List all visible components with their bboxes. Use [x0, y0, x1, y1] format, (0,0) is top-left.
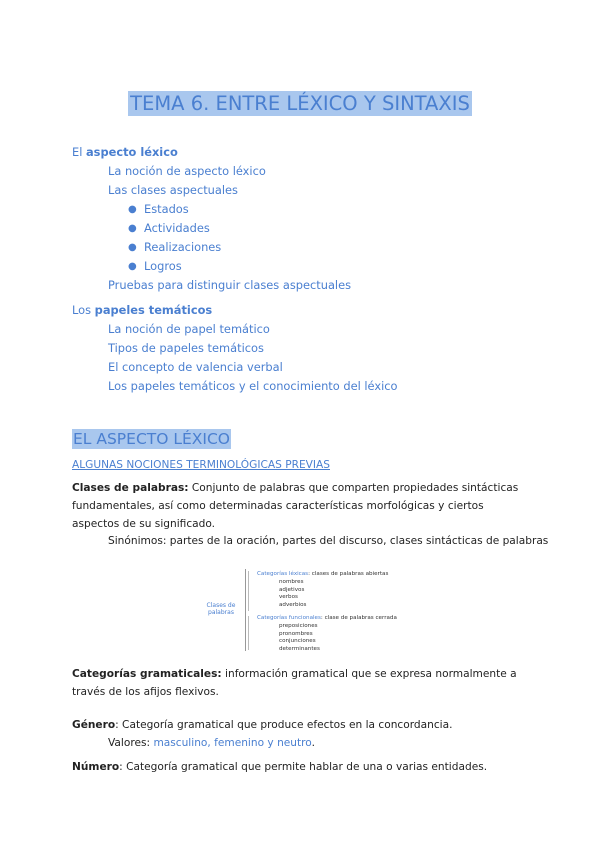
diagram-item: pronombres: [279, 630, 313, 637]
diagram-item: determinantes: [279, 645, 320, 652]
toc-bullet-item[interactable]: ● Realizaciones: [72, 238, 542, 257]
clases-diagram: [195, 566, 415, 656]
diagram-item: verbos: [279, 594, 298, 600]
clases-paragraph: Clases de palabras: Conjunto de palabras que comparten propiedades sintácticas fundamentales, así como determinadas características morfológicas y ciertos aspectos de su significado.: [72, 482, 519, 530]
diagram-item: preposiciones: [279, 623, 318, 629]
toc-item[interactable]: Pruebas para distinguir clases aspectuales: [108, 278, 352, 292]
bullet-icon: ●: [128, 204, 137, 215]
bullet-icon: ●: [128, 223, 137, 234]
toc-item[interactable]: Los papeles temáticos y el conocimiento del léxico: [108, 379, 398, 393]
brace: [248, 571, 255, 611]
bullet-icon: ●: [128, 242, 137, 253]
genero-valores: Valores: masculino, femenino y neutro.: [108, 737, 315, 749]
diagram-item: conjunciones: [279, 638, 316, 644]
diagram-item: adjetivos: [279, 586, 305, 593]
sinonimos-line: Sinónimos: partes de la oración, partes del discurso, clases sintácticas de palabras: [108, 535, 549, 547]
diagram-root: Clases de palabras: [206, 602, 236, 616]
table-of-contents: [72, 143, 542, 396]
diagram-item: nombres: [279, 579, 304, 585]
brace: [248, 616, 255, 650]
toc-item[interactable]: Tipos de papeles temáticos: [108, 341, 264, 355]
toc-section-aspecto[interactable]: El aspecto léxico: [72, 145, 178, 159]
toc-bullet-item[interactable]: ● Logros: [72, 257, 542, 276]
bullet-icon: ●: [128, 261, 137, 272]
genero-paragraph: Género: Categoría gramatical que produce efectos en la concordancia.: [72, 719, 453, 731]
categorias-paragraph: Categorías gramaticales: información gramatical que se expresa normalmente a través de los afijos flexivos.: [72, 668, 517, 698]
toc-item[interactable]: Las clases aspectuales: [108, 183, 238, 197]
diagram-group-funcionales: Categorías funcionales: clase de palabras cerrada: [257, 615, 397, 621]
toc-item[interactable]: El concepto de valencia verbal: [108, 360, 283, 374]
toc-item[interactable]: La noción de papel temático: [108, 322, 270, 336]
numero-paragraph: Número: Categoría gramatical que permite hablar de una o varias entidades.: [72, 761, 488, 773]
page-title: TEMA 6. ENTRE LÉXICO Y SINTAXIS: [130, 92, 470, 115]
toc-section-papeles[interactable]: Los papeles temáticos: [72, 303, 213, 317]
toc-item[interactable]: La noción de aspecto léxico: [108, 164, 266, 178]
diagram-group-lexicas: Categorías léxicas: clases de palabras abiertas: [257, 571, 389, 577]
diagram-item: adverbios: [279, 601, 307, 608]
section-heading: EL ASPECTO LÉXICO: [73, 430, 230, 448]
subsection-heading: ALGUNAS NOCIONES TERMINOLÓGICAS PREVIAS: [72, 459, 330, 471]
toc-bullet-item[interactable]: ● Actividades: [72, 219, 542, 238]
toc-bullet-item[interactable]: ● Estados: [72, 200, 542, 219]
